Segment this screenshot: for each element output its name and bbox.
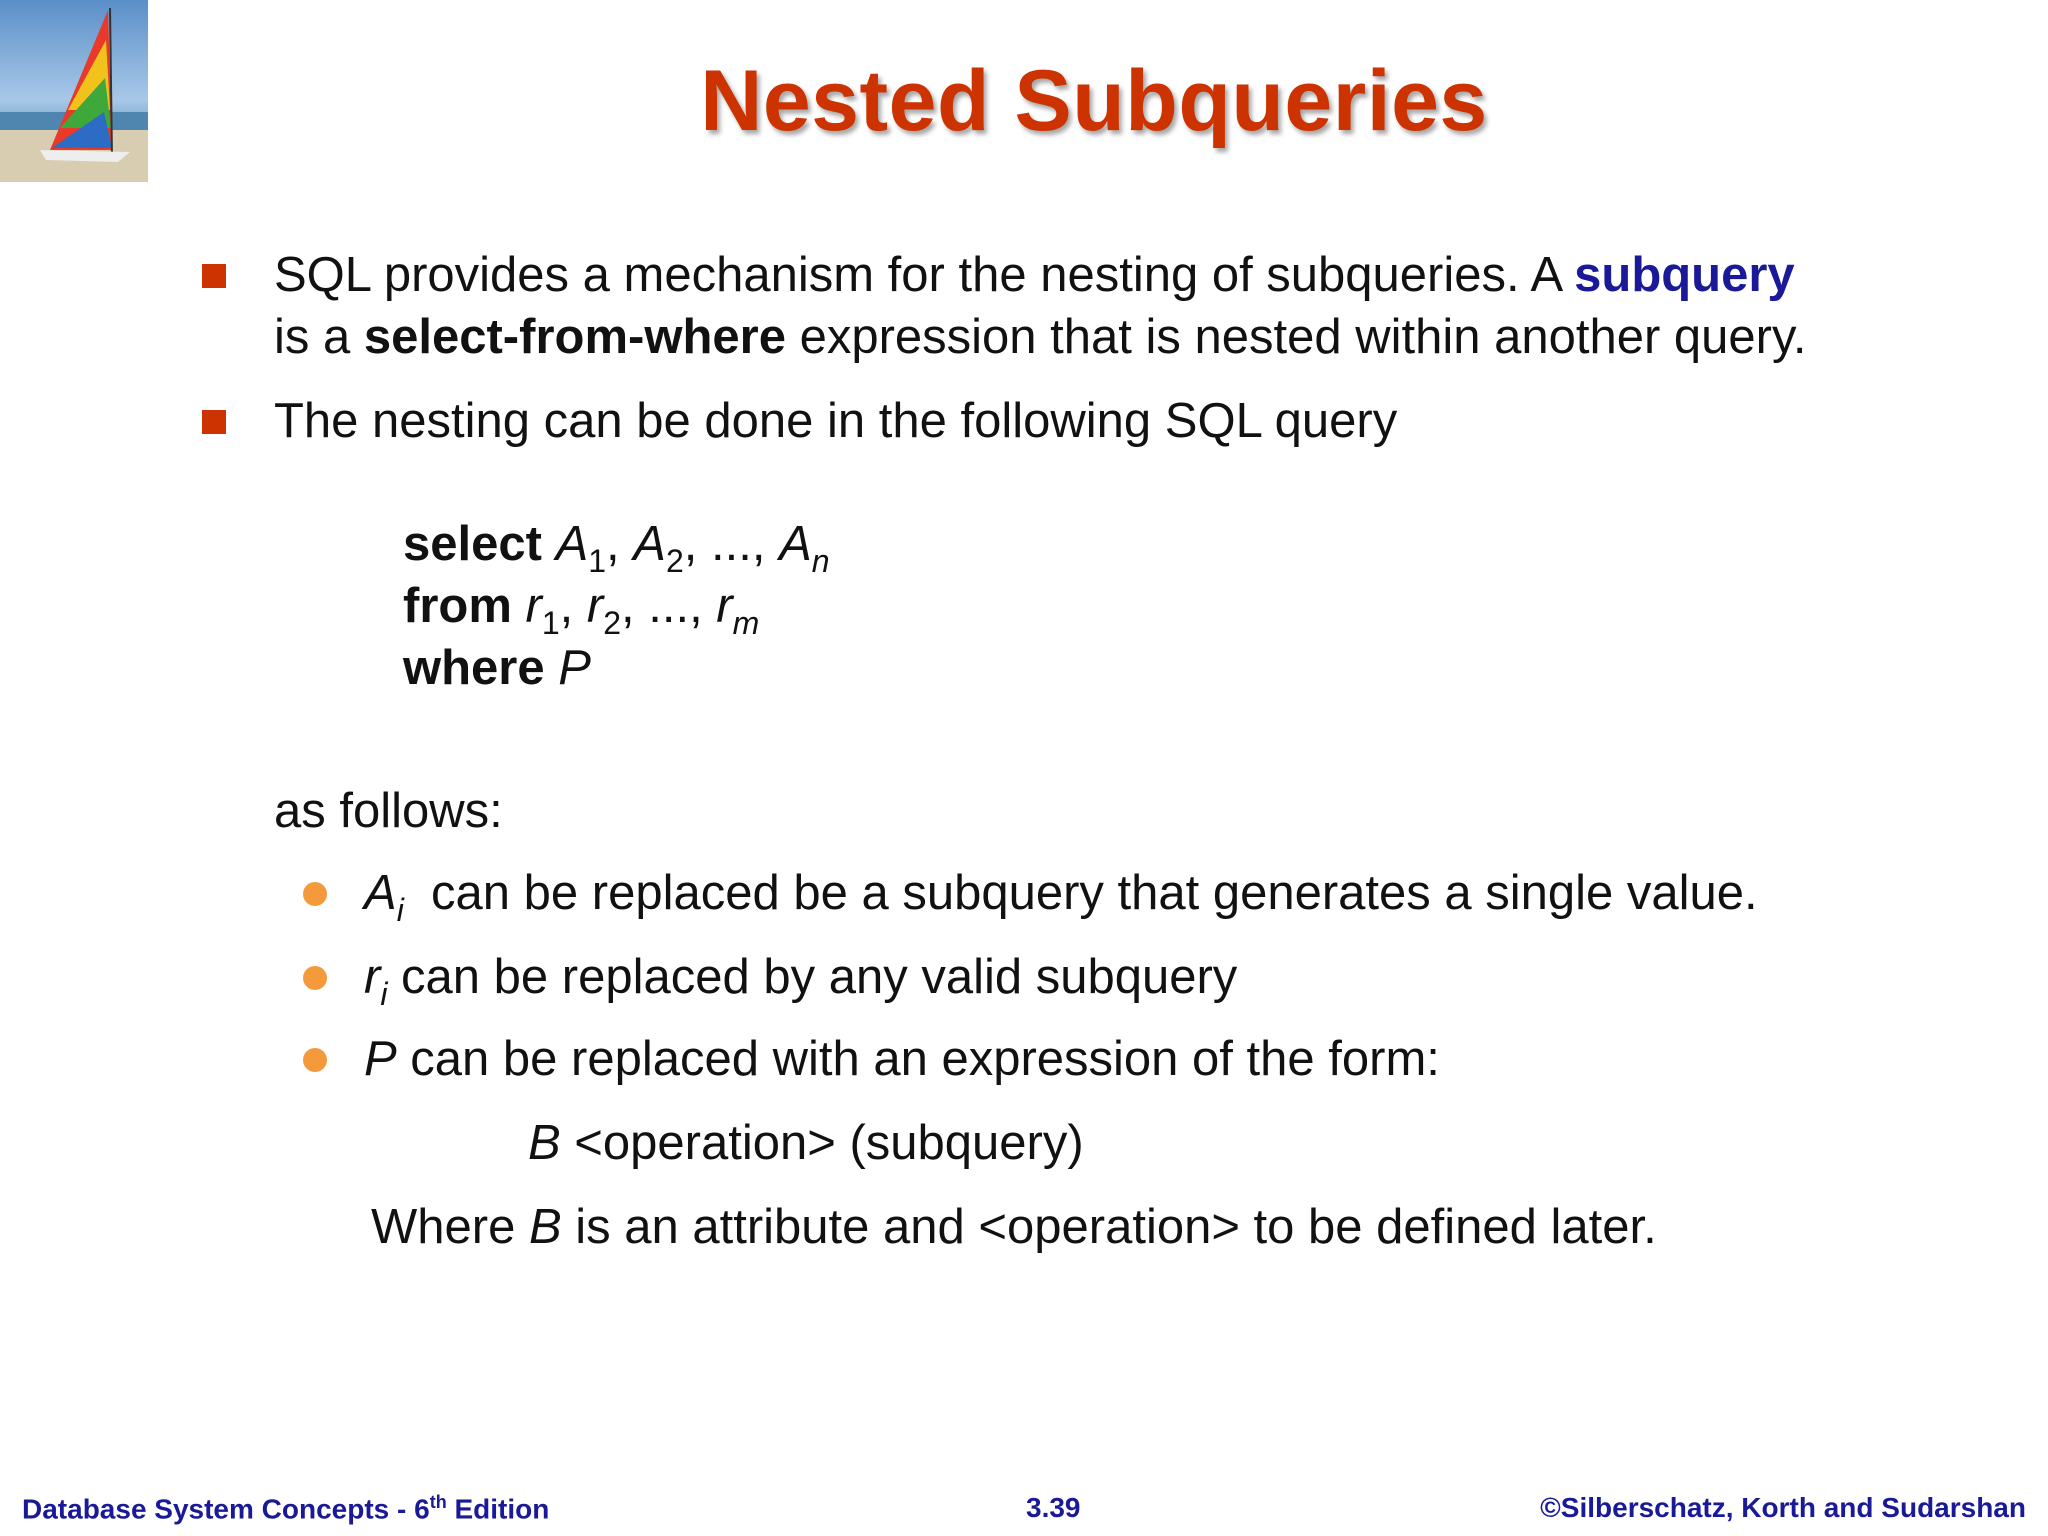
bullet-text: SQL provides a mechanism for the nesting of subqueries. A	[274, 248, 1575, 302]
select-from-where-keyword: select-from-where	[363, 310, 786, 364]
sub-bullet-predicate: P can be replaced with an expression of the form:	[364, 1032, 1440, 1086]
bullet-text: expression that is nested within another query.	[785, 310, 1807, 364]
from-keyword: from	[403, 579, 512, 633]
footer-copyright: ©Silberschatz, Korth and Sudarshan	[1540, 1492, 2026, 1523]
dot-bullet-icon	[303, 1048, 327, 1072]
square-bullet-icon	[202, 264, 226, 288]
square-bullet-icon	[202, 410, 226, 434]
select-line: select $A_1$, $A_2$, ..., $A_n$	[403, 517, 830, 579]
dot-bullet-icon	[303, 966, 327, 990]
dot-bullet-icon	[303, 882, 327, 906]
footer-slide-number: 3.39	[1026, 1492, 1081, 1523]
footer-book-title: Database System Concepts - 6th Edition	[22, 1492, 550, 1525]
where-line: where P	[403, 641, 591, 695]
slide-title: Nested Subqueries	[700, 53, 1488, 149]
operation-form-expression: B <operation> (subquery)	[528, 1116, 1084, 1170]
as-follows-text: as follows:	[274, 784, 503, 838]
from-line: from $r_1$, $r_2$, ..., $r_m$	[403, 579, 760, 641]
operation-note: Where B is an attribute and <operation> to be defined later.	[371, 1200, 1657, 1254]
select-keyword: select	[403, 517, 542, 571]
subquery-keyword: subquery	[1574, 248, 1795, 302]
bullet-nesting: The nesting can be done in the following SQL query	[274, 394, 1398, 448]
bullet-subquery-definition	[274, 244, 1974, 368]
sub-bullet-relation: $r_i$ can be replaced by any valid subquery	[364, 950, 1238, 1012]
where-keyword: where	[403, 641, 545, 695]
sql-query-block	[403, 513, 830, 699]
sub-bullet-attribute: $A_i$ can be replaced be a subquery that generates a single value.	[364, 866, 1758, 928]
bullet-text: is a	[274, 310, 364, 364]
